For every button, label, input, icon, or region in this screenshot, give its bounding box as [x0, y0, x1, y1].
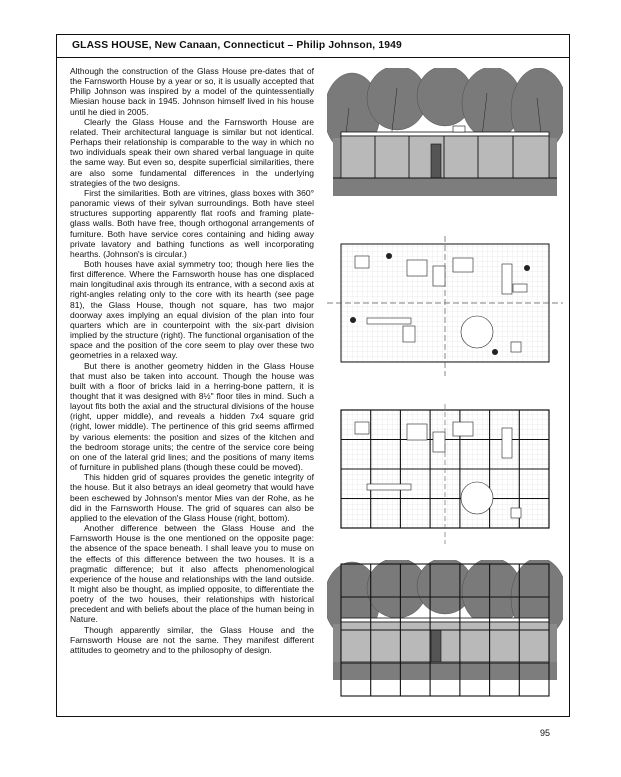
paragraph: Clearly the Glass House and the Farnsworth House are related. Their architectural language is similar but not identical. Perhaps their relationship is comparable to the way in which no two individuals speak their own shared verbal language in quite the same way. But even so, despite superficial similarities, there are also some fundamental differences in the underlying strategies of the two designs. — [70, 116, 314, 188]
paragraph: But there is another geometry hidden in the Glass House that must also be taken into account. Though the house was built with a floor of bricks laid in a herring-bone pattern, it is thought that it was designed with 8½" floor tiles in mind. Such a layout fits both the axial and the structural divisions of the house (right, upper middle), and reveals a hidden 7x4 square grid (right, lower middle). The pertinence of this grid seems affirmed by various elements: the position and sizes of the kitchen and the bedroom storage units; the centre of the service core being on one of the lateral grid lines; and the positions of many items of furniture in published plans (though these could be moved). — [70, 360, 314, 473]
paragraph: Although the construction of the Glass House pre-dates that of the Farnsworth House by a year or so, it is usually accepted that Philip Johnson was inspired by a model of the quintessentially Miesian house back in 1945. Johnson himself lived in his house until he died in 2005. — [70, 66, 314, 117]
plan-drawing — [327, 236, 563, 376]
plan-grid-drawing — [327, 404, 563, 544]
figures-column — [322, 0, 570, 777]
paragraph: Both houses have axial symmetry too; though here lies the first difference. Where the Farnsworth house has one displaced main longitudinal axis through its entrance, with a second axis at right-angles relating only to the core with its hearth (see page 81), the Glass House, though not square, has two major doorway axes implying an equal division of the plan into four quarters which are in counterpoint with the six-part division implied by the structure (right). The functional organisation of the space and the position of the core seem to play over these two geometries in a relaxed way. — [70, 258, 314, 361]
paragraph: This hidden grid of squares provides the genetic integrity of the house. But it also betrays an ideal geometry that would have been eschewed by Johnson's mentor Mies van der Rohe, as he did in the Farnsworth House. The grid of squares can also be applied to the elevation of the Glass House (right, bottom). — [70, 472, 314, 523]
page-number: 95 — [540, 728, 551, 738]
paragraph: First the similarities. Both are vitrines, glass boxes with 360° panoramic views of their sylvan surroundings. Both have steel structures supporting apparently flat roofs and framing plate-glass walls. Both have free, though orthogonal arrangements of furniture. Both have service cores containing and hiding away private lavatory and bathing functions as well incorporating hearths. (Johnson's is circular.) — [70, 187, 314, 259]
paragraph: Though apparently similar, the Glass House and the Farnsworth House are not the same. They manifest different attitudes to geometry and to the philosophy of design. — [70, 624, 314, 655]
body-text — [70, 66, 314, 712]
elevation-grid-drawing — [327, 560, 563, 710]
paragraph: Another difference between the Glass House and the Farnsworth House is the one mentioned on the opposite page: the absence of the space beneath. I shall leave you to muse on the effects of this difference between the two houses. It is a pragmatic difference; but it also affects phenomenological experience of the house and relationships with the land outside. It might also be thought, as implied opposite, to differentiate the poetry of the two houses, their relationships with historical precedent and with beliefs about the place of the human being in Nature. — [70, 523, 314, 625]
page-title: GLASS HOUSE, New Canaan, Connecticut – Philip Johnson, 1949 — [72, 40, 402, 51]
elevation-drawing — [327, 68, 563, 228]
